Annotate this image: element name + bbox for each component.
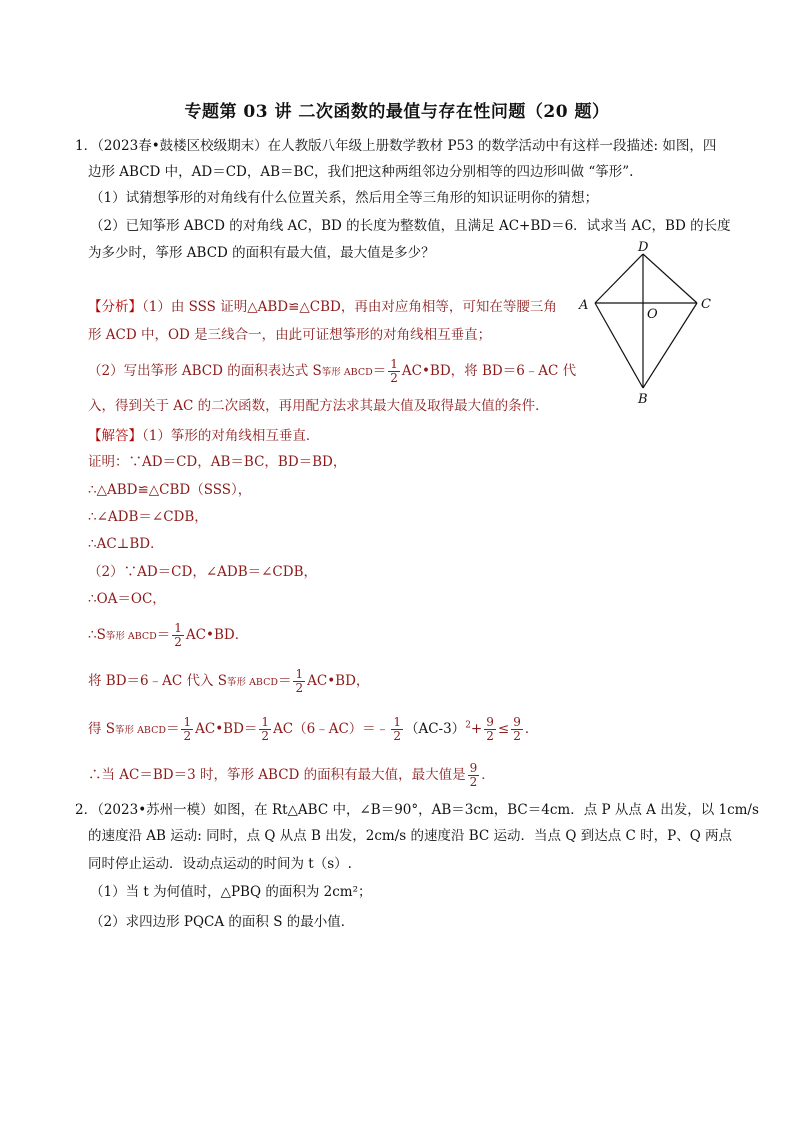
label-d: D <box>638 240 649 255</box>
label-c: C <box>701 297 711 312</box>
q2-line-3: 同时停止运动．设动点运动的时间为 t（s）. <box>88 856 352 872</box>
solution-line-1: 【解答】（1）筝形的对角线相互垂直． <box>88 428 320 444</box>
solution-line-11: ∴当 AC＝BD＝3 时，筝形 ABCD 的面积有最大值，最大值是 $\frac{9}{2}$ ． <box>88 761 495 789</box>
analysis-tag: 【分析】 <box>88 299 142 315</box>
label-a: A <box>579 298 589 313</box>
q2-line-2: 的速度沿 AB 运动: 同时，点 Q 从点 B 出发，2cm/s 的速度沿 BC 运动．当点 Q 到达点 C 时，P、Q 两点 <box>88 828 733 844</box>
analysis-line-2: 形 ACD 中，OD 是三线合一，由此可证想筝形的对角线相互垂直； <box>88 327 492 343</box>
solution-line-10: 得 S筝形 ABCD＝ $\frac{1}{2}$ AC•BD＝ $\frac{1}{2}$ AC（6﹣AC）＝﹣ $\frac{1}{2}$ $(AC-3)^2+$ $\frac{9}{2}$ ≤ $\frac{9}{2}$ ． <box>88 715 539 743</box>
solution-line-9: 将 BD＝6﹣AC 代入 S筝形 ABCD＝ $\frac{1}{2}$ AC•BD， <box>88 667 370 695</box>
q1-line-1: 1．（2023春•鼓楼区校级期末）在人教版八年级上册数学教材 P53 的数学活动中有这样一段描述: 如图，四 <box>75 138 717 154</box>
edge-ab <box>595 303 643 388</box>
q1-line-2: 边形 ABCD 中，AD＝CD，AB＝BC，我们把这种两组邻边分别相等的四边形叫做 “筝形”. <box>88 164 634 180</box>
fraction-half: $\frac{1}{2}$ <box>295 667 304 695</box>
solution-line-5: ∴AC⊥BD． <box>88 536 164 552</box>
analysis-line-3: （2）写出筝形 ABCD 的面积表达式 S筝形 ABCD＝ $\frac{1}{2}$ AC•BD，将 BD＝6﹣AC 代 <box>88 357 577 385</box>
q2-line-5: （2）求四边形 PQCA 的面积 S 的最小值． <box>90 914 355 930</box>
fraction-half: $\frac{1}{2}$ <box>390 357 398 385</box>
analysis-line-4: 入，得到关于 AC 的二次函数，再用配方法求其最大值及取得最大值的条件． <box>88 398 549 414</box>
solution-line-8: ∴S筝形 ABCD＝ $\frac{1}{2}$ AC•BD． <box>88 621 249 649</box>
q1-line-5: 为多少时，筝形 ABCD 的面积有最大值，最大值是多少？ <box>88 245 435 261</box>
fraction-nine-halves: $\frac{9}{2}$ <box>469 761 478 789</box>
page-title: 专题第 03 讲 二次函数的最值与存在性问题（20 题） <box>184 102 610 122</box>
solution-tag: 【解答】 <box>88 428 142 444</box>
analysis-line-1: 【分析】（1）由 SSS 证明△ABD≌△CBD，再由对应角相等，可知在等腰三角 <box>88 299 557 315</box>
fraction-half: $\frac{1}{2}$ <box>183 715 192 743</box>
q1-line-4: （2）已知筝形 ABCD 的对角线 AC，BD 的长度为整数值，且满足 AC+BD＝6．试求当 AC，BD 的长度 <box>90 218 731 234</box>
solution-line-2: 证明：∵AD＝CD，AB＝BC，BD＝BD， <box>88 454 347 470</box>
q1-line-3: （1）试猜想筝形的对角线有什么位置关系，然后用全等三角形的知识证明你的猜想； <box>90 190 599 206</box>
fraction-nine-halves: $\frac{9}{2}$ <box>486 715 494 743</box>
fraction-nine-halves: $\frac{9}{2}$ <box>513 715 521 743</box>
label-b: B <box>638 392 648 407</box>
fraction-half: $\frac{1}{2}$ <box>174 621 182 649</box>
solution-line-4: ∴∠ADB＝∠CDB， <box>88 509 208 525</box>
edge-da <box>595 254 643 303</box>
solution-line-3: ∴△ABD≌△CBD（SSS）， <box>88 482 252 498</box>
solution-line-6: （2）∵AD＝CD，∠ADB＝∠CDB， <box>88 564 318 580</box>
q2-line-1: 2．（2023•苏州一模）如图，在 Rt△ABC 中，∠B＝90°，AB＝3cm，BC＝4cm．点 P 从点 A 出发，以 1cm/s <box>75 802 759 818</box>
fraction-half: $\frac{1}{2}$ <box>261 715 270 743</box>
kite-figure <box>575 238 725 408</box>
edge-dc <box>643 254 697 303</box>
fraction-half: $\frac{1}{2}$ <box>393 715 401 743</box>
label-o: O <box>647 307 658 322</box>
solution-line-7: ∴OA＝OC， <box>88 591 166 607</box>
q2-line-4: （1）当 t 为何值时，△PBQ 的面积为 2cm²； <box>90 884 372 900</box>
